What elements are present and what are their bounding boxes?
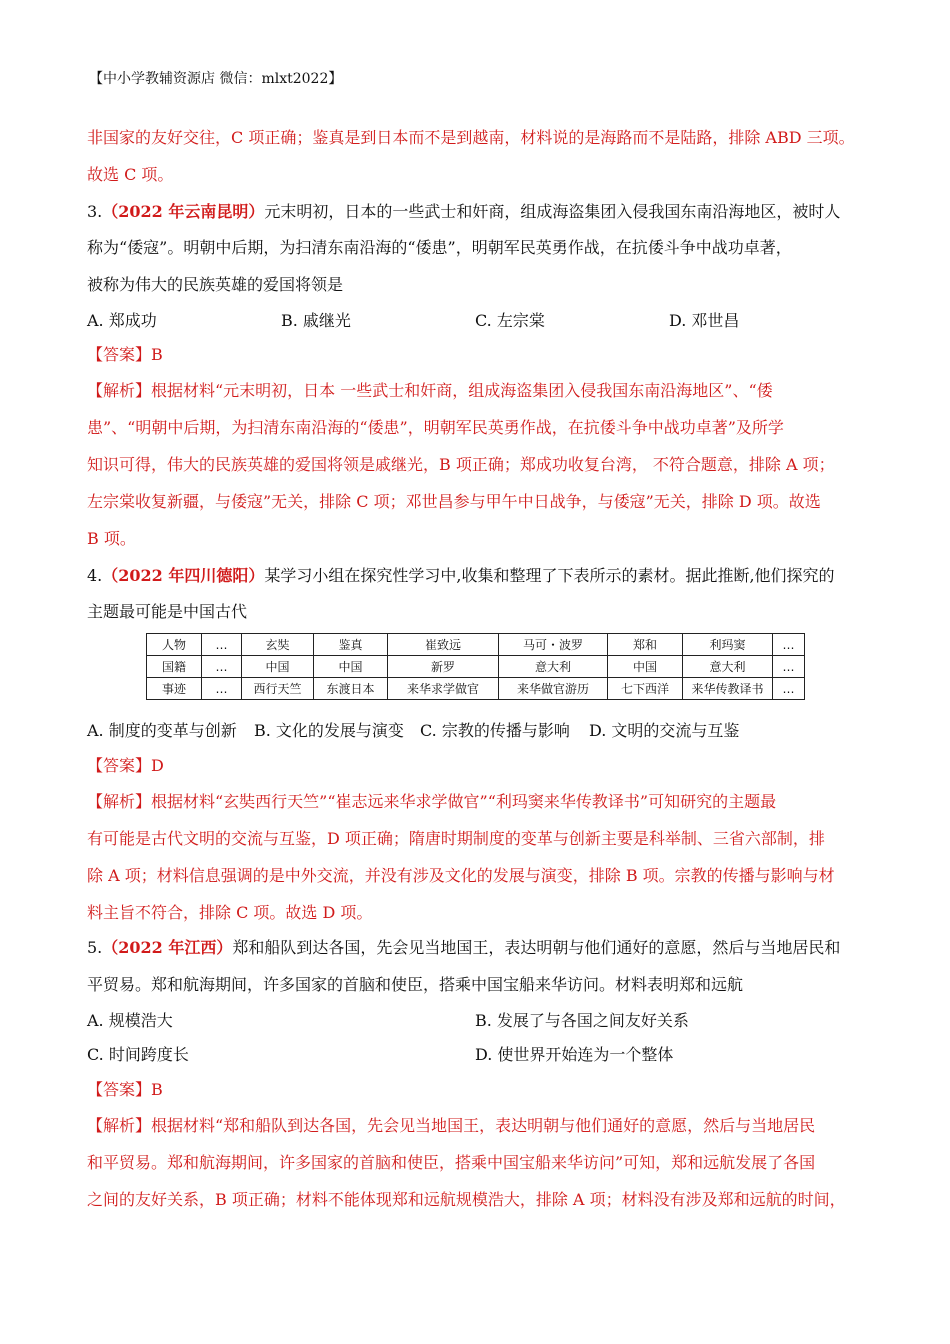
q3-source: （2022 年云南昆明）: [102, 202, 265, 221]
table-cell: 事迹: [147, 678, 202, 700]
q4-text-1: 某学习小组在探究性学习中,收集和整理了下表所示的素材。据此推断,他们探究的: [264, 566, 835, 585]
q3-analysis-line-2: 患”、“明朝中后期，为扫清东南沿海的“倭患”，明朝军民英勇作战，在抗倭斗争中战功卓著”及所学: [87, 418, 784, 437]
q3-stem-line-3: 被称为伟大的民族英雄的爱国将领是: [87, 275, 344, 294]
table-cell: 崔致远: [388, 634, 499, 656]
q4-option-d: D. 文明的交流与互鉴: [589, 721, 740, 740]
table-cell: 人物: [147, 634, 202, 656]
q4-analysis-line-3: 除 A 项；材料信息强调的是中外交流，并没有涉及文化的发展与演变，排除 B 项。宗教的传播与影响与材: [87, 866, 835, 885]
q3-answer: 【答案】B: [87, 345, 163, 364]
q3-option-c: C. 左宗棠: [475, 311, 545, 330]
q4-source: （2022 年四川德阳）: [102, 566, 265, 585]
q3-number: 3.: [87, 202, 103, 221]
q4-answer: 【答案】D: [87, 756, 164, 775]
table-cell: 玄奘: [242, 634, 314, 656]
q3-stem-line-2: 称为“倭寇”。明朝中后期，为扫清东南沿海的“倭患”，明朝军民英勇作战，在抗倭斗争中战功卓著，: [87, 238, 792, 257]
table-cell: 中国: [242, 656, 314, 678]
q3-option-b: B. 戚继光: [281, 311, 351, 330]
q3-analysis-line-5: B 项。: [87, 529, 136, 548]
table-cell: 七下西洋: [608, 678, 683, 700]
q4-analysis-line-4: 料主旨不符合，排除 C 项。故选 D 项。: [87, 903, 373, 922]
table-cell: 东渡日本: [314, 678, 388, 700]
q5-stem-line-2: 平贸易。郑和航海期间，许多国家的首脑和使臣，搭乘中国宝船来华访问。材料表明郑和远航: [87, 975, 744, 994]
q4-analysis-line-1: 【解析】根据材料“玄奘西行天竺”“崔志远来华求学做官”“利玛窦来华传教译书”可知研究的主题最: [87, 792, 777, 811]
table-cell: 意大利: [683, 656, 773, 678]
q3-analysis-line-3: 知识可得，伟大的民族英雄的爱国将领是戚继光，B 项正确；郑成功收复台湾， 不符合题意，排除 A 项；: [87, 455, 835, 474]
table-cell: 西行天竺: [242, 678, 314, 700]
table-cell: …: [202, 678, 242, 700]
table-cell: 来华传教译书: [683, 678, 773, 700]
table-cell: …: [202, 634, 242, 656]
q5-option-a: A. 规模浩大: [87, 1011, 173, 1030]
q4-analysis-line-2: 有可能是古代文明的交流与互鉴，D 项正确；隋唐时期制度的变革与创新主要是科举制、三省六部制，排: [87, 829, 825, 848]
prev-analysis-line-1: 非国家的友好交往，C 项正确；鉴真是到日本而不是到越南，材料说的是海路而不是陆路，排除 ABD 三项。: [87, 128, 855, 147]
table-cell: …: [773, 678, 805, 700]
q5-option-b: B. 发展了与各国之间友好关系: [475, 1011, 689, 1030]
q5-option-d: D. 使世界开始连为一个整体: [475, 1045, 674, 1064]
table-cell: 意大利: [499, 656, 608, 678]
q4-option-b: B. 文化的发展与演变: [254, 721, 404, 740]
q5-stem-line-1: [87, 938, 840, 958]
q4-stem-line-2: 主题最可能是中国古代: [87, 602, 248, 621]
table-row: [147, 634, 805, 656]
prev-analysis-line-2: 故选 C 项。: [87, 165, 174, 184]
q4-option-c: C. 宗教的传播与影响: [420, 721, 570, 740]
q3-stem-line-1: [87, 202, 840, 222]
table-cell: 郑和: [608, 634, 683, 656]
q4-source-table: [146, 633, 805, 700]
q5-option-c: C. 时间跨度长: [87, 1045, 189, 1064]
q4-stem-line-1: [87, 566, 835, 586]
q3-text-1: 元末明初，日本的一些武士和奸商，组成海盗集团入侵我国东南沿海地区，被时人: [264, 202, 841, 221]
table-cell: 利玛窦: [683, 634, 773, 656]
table-row: [147, 678, 805, 700]
q5-analysis-line-1: 【解析】根据材料“郑和船队到达各国，先会见当地国王，表达明朝与他们通好的意愿，然后与当地居民: [87, 1116, 816, 1135]
table-cell: …: [773, 634, 805, 656]
table-cell: …: [773, 656, 805, 678]
table-cell: 新罗: [388, 656, 499, 678]
q5-answer: 【答案】B: [87, 1080, 163, 1099]
q3-option-a: A. 郑成功: [87, 311, 157, 330]
q4-number: 4.: [87, 566, 103, 585]
table-cell: 来华求学做官: [388, 678, 499, 700]
q5-analysis-line-3: 之间的友好关系，B 项正确；材料不能体现郑和远航规模浩大，排除 A 项；材料没有涉及郑和远航的时间，: [87, 1190, 846, 1209]
table-cell: 马可・波罗: [499, 634, 608, 656]
q3-analysis-line-1: 【解析】根据材料“元末明初，日本 一些武士和奸商，组成海盗集团入侵我国东南沿海地区”、“倭: [87, 381, 773, 400]
q5-number: 5.: [87, 938, 103, 957]
table-cell: …: [202, 656, 242, 678]
table-cell: 来华做官游历: [499, 678, 608, 700]
q5-text-1: 郑和船队到达各国，先会见当地国王，表达明朝与他们通好的意愿，然后与当地居民和: [232, 938, 841, 957]
table-cell: 中国: [608, 656, 683, 678]
table-row: [147, 656, 805, 678]
q5-source: （2022 年江西）: [102, 938, 233, 957]
q4-option-a: A. 制度的变革与创新: [87, 721, 237, 740]
q3-option-d: D. 邓世昌: [669, 311, 740, 330]
table-cell: 国籍: [147, 656, 202, 678]
q5-analysis-line-2: 和平贸易。郑和航海期间，许多国家的首脑和使臣，搭乘中国宝船来华访问”可知，郑和远航发展了各国: [87, 1153, 816, 1172]
table-cell: 鉴真: [314, 634, 388, 656]
page-header: 【中小学教辅资源店 微信：mlxt2022】: [89, 71, 343, 87]
table-cell: 中国: [314, 656, 388, 678]
q3-analysis-line-4: 左宗棠收复新疆，与倭寇”无关，排除 C 项；邓世昌参与甲午中日战争，与倭寇”无关，排除 D 项。故选: [87, 492, 821, 511]
